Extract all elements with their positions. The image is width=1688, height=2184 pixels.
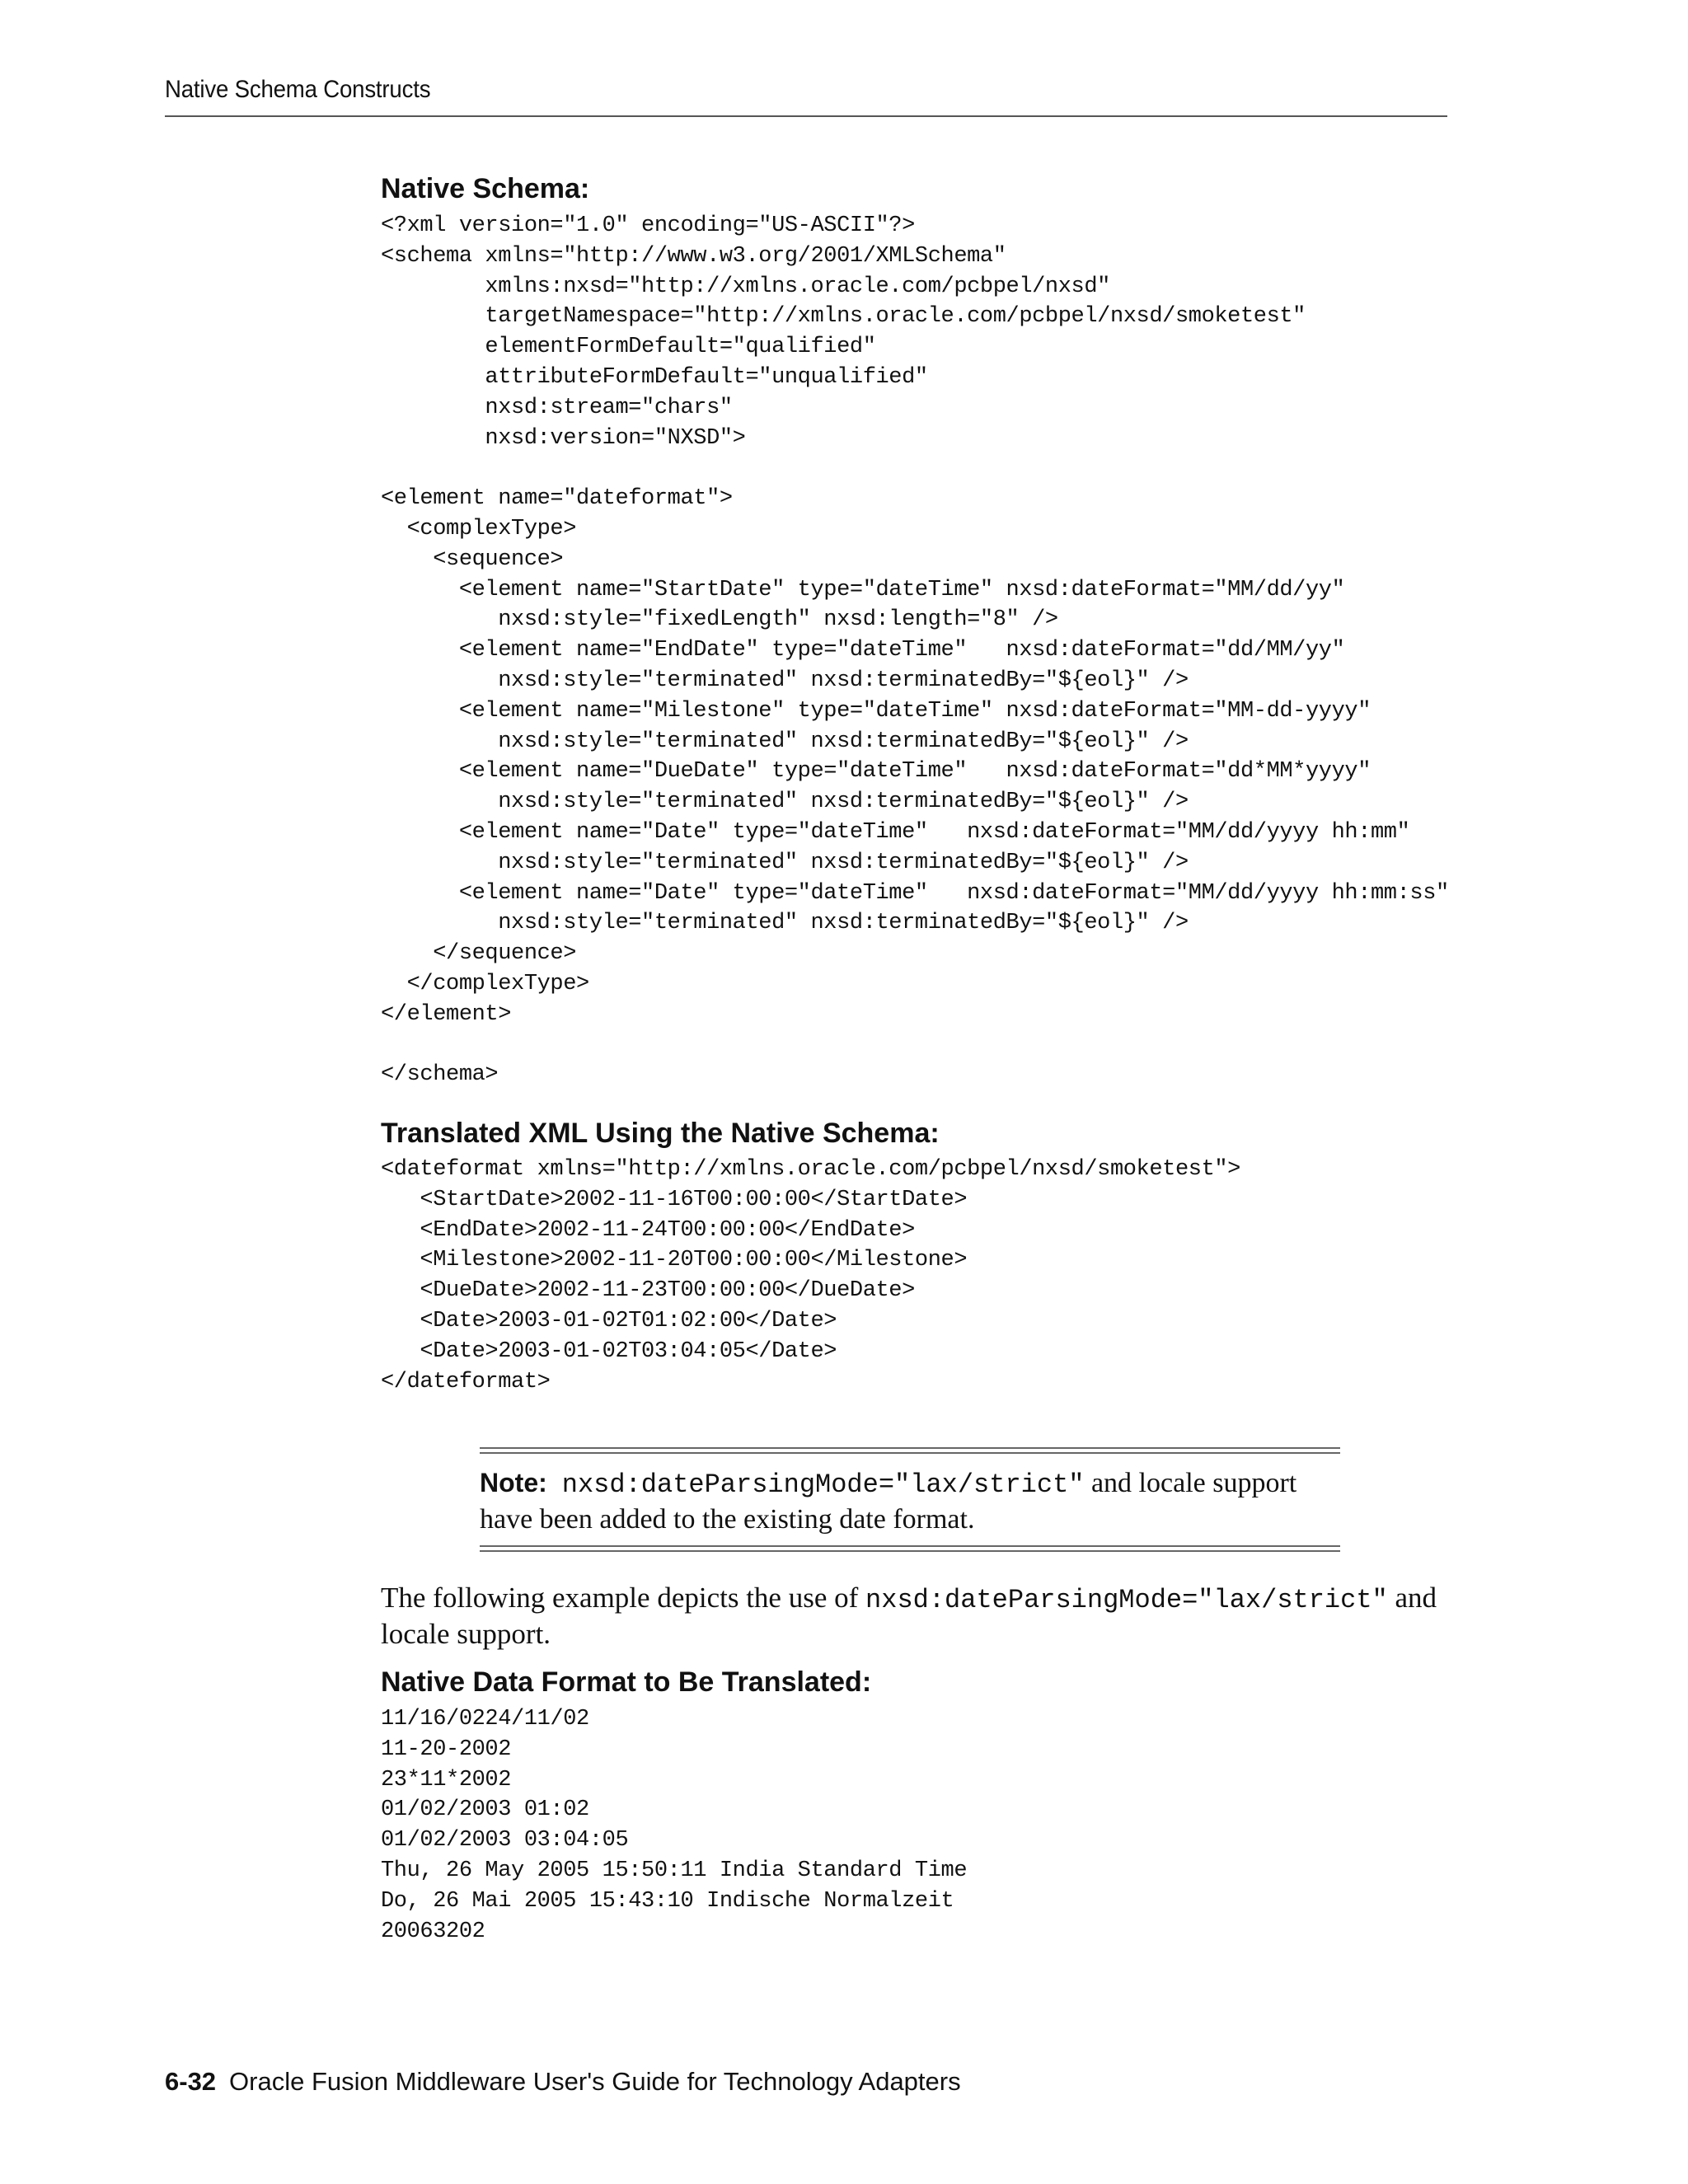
running-header: Native Schema Constructs [165,76,431,103]
book-title: Oracle Fusion Middleware User's Guide for Technology Adapters [229,2067,961,2096]
note-top-rule [480,1447,1340,1454]
native-data-format-heading: Native Data Format to Be Translated: [381,1666,872,1698]
page-number: 6-32 [165,2067,217,2096]
note-label: Note: [480,1468,547,1497]
native-schema-code-block: <?xml version="1.0" encoding="US-ASCII"?> <schema xmlns="http://www.w3.org/2001/XMLSchema" xmlns:nxsd="http://xmlns.oracle.com/pcbpel/nxsd" targetNamespace="http://xmlns.oracle.com/pcbpel/nxsd/smoketest" elementFormDefault="qualified" attributeFormDefault="unqualified" nxsd:stream="chars" nxsd:version="NXSD"> <element name="dateformat"> <complexType> <sequence> <element name="StartDate" type="dateTime" nxsd:dateFormat="MM/dd/yy" nxsd:style="fixedLength" nxsd:length="8" /> <element name="EndDate" type="dateTime" nxsd:dateFormat="dd/MM/yy" nxsd:style="terminated" nxsd:terminatedBy="${eol}" /> <element name="Milestone" type="dateTime" nxsd:dateFormat="MM-dd-yyyy" nxsd:style="terminated" nxsd:terminatedBy="${eol}" /> <element name="DueDate" type="dateTime" nxsd:dateFormat="dd*MM*yyyy" nxsd:style="terminated" nxsd:terminatedBy="${eol}" /> <element name="Date" type="dateTime" nxsd:dateFormat="MM/dd/yyyy hh:mm" nxsd:style="terminated" nxsd:terminatedBy="${eol}" /> <element name="Date" type="dateTime" nxsd:dateFormat="MM/dd/yyyy hh:mm:ss" nxsd:style="terminated" nxsd:terminatedBy="${eol}" /> </sequence> </complexType> </element> </schema> [381,213,1449,1088]
page-footer [165,2067,961,2097]
native-schema-heading: Native Schema: [381,173,590,204]
header-divider [165,115,1447,117]
example-paragraph [381,1581,1452,1651]
translated-xml-heading: Translated XML Using the Native Schema: [381,1118,940,1149]
paragraph-code: nxsd:dateParsingMode="lax/strict" [865,1585,1388,1615]
paragraph-text-before: The following example depicts the use of [381,1582,866,1614]
paragraph-text-after: and locale support. [381,1582,1437,1650]
translated-xml-code-block: <dateformat xmlns="http://xmlns.oracle.com/pcbpel/nxsd/smoketest"> <StartDate>2002-11-16T00:00:00</StartDate> <EndDate>2002-11-24T00:00:00</EndDate> <Milestone>2002-11-20T00:00:00</Milestone> <DueDate>2002-11-23T00:00:00</DueDate> <Date>2003-01-02T01:02:00</Date> <Date>2003-01-02T03:04:05</Date> </dateformat> [381,1157,1240,1394]
note-bottom-rule [480,1545,1340,1552]
note-box [480,1447,1340,1552]
native-data-code-block: 11/16/0224/11/02 11-20-2002 23*11*2002 01/02/2003 01:02 01/02/2003 03:04:05 Thu, 26 May 2005 15:50:11 India Standard Time Do, 26 Mai 2005 15:43:10 Indische Normalzeit 20063202 [381,1707,968,1944]
note-text [480,1454,1340,1545]
note-code: nxsd:dateParsingMode="lax/strict" [561,1469,1085,1500]
note-body: and locale support have been added to the existing date format. [480,1468,1297,1535]
